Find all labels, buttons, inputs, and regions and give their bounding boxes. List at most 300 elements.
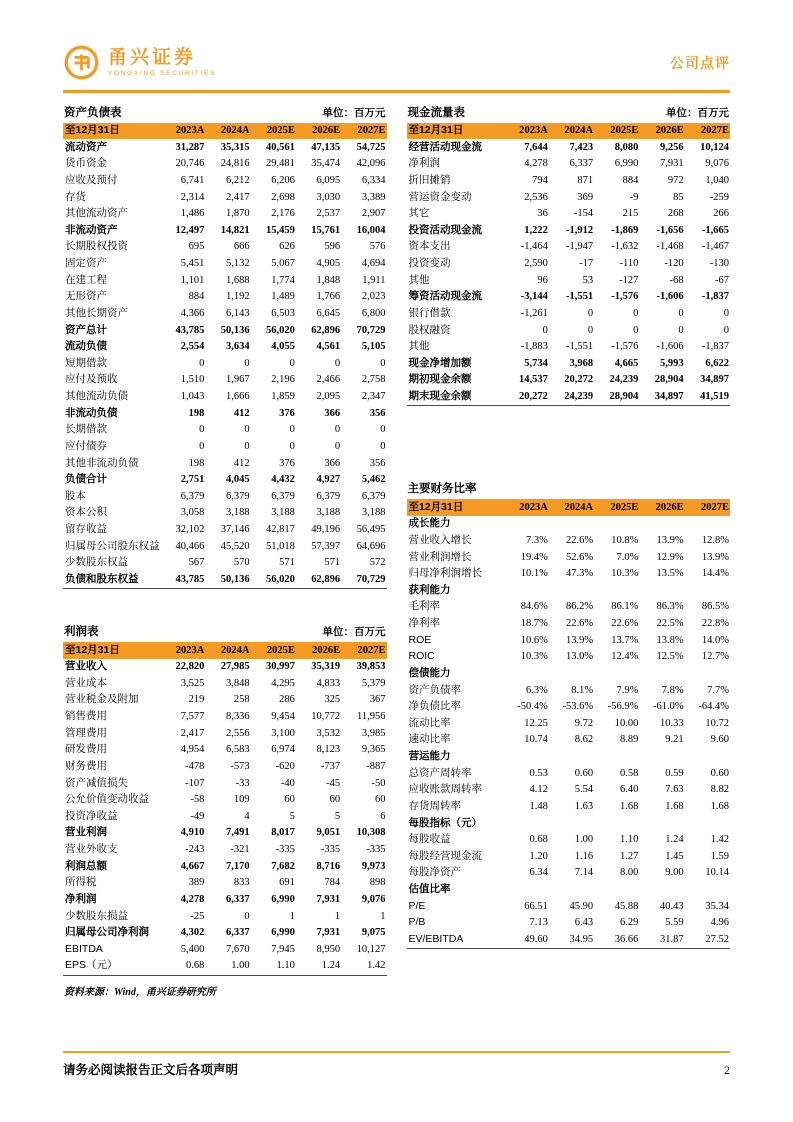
cell-value: 666 [233, 241, 250, 253]
cell-value: 86.1% [611, 601, 639, 613]
cell-value: 1.24 [665, 834, 684, 846]
cell-value: 3,188 [316, 507, 341, 519]
cell-value: 27,985 [220, 661, 250, 673]
cell-value: 6,990 [271, 927, 295, 939]
cell-value: 8,716 [316, 860, 341, 872]
table-row [407, 931, 731, 948]
cell-value: 0 [289, 424, 295, 436]
cell-value: 366 [324, 457, 341, 469]
cell-value: 4,432 [271, 474, 295, 486]
cell-value: 2,590 [524, 258, 548, 270]
cell-value: 51,018 [266, 540, 295, 552]
cell-value: 5.54 [574, 784, 594, 796]
table-row [63, 189, 387, 206]
table-row [407, 172, 731, 189]
cell-value: 24,816 [220, 158, 250, 170]
cell-value: 28,904 [609, 391, 639, 403]
table-row [63, 272, 387, 289]
header-divider [63, 90, 730, 93]
row-label: 留存收益 [65, 523, 107, 536]
cell-value: 9.00 [665, 867, 684, 879]
cell-value: 1,510 [180, 374, 205, 386]
table-row [63, 389, 387, 406]
cell-value: 34.95 [569, 933, 594, 945]
cell-value: 6,337 [225, 927, 250, 939]
cell-value: 47.3% [565, 568, 594, 580]
table-row [63, 925, 387, 942]
table-row [63, 322, 387, 339]
cell-value: -127 [619, 274, 639, 286]
cell-value: 626 [279, 241, 295, 253]
row-label: 营运资金变动 [408, 190, 472, 203]
cell-value: 13.7% [611, 634, 639, 646]
table-unit-label: 单位：百万元 [322, 626, 386, 638]
cell-value: 2,023 [361, 291, 386, 303]
column-header: 2027E [357, 644, 386, 656]
table-title-row [63, 621, 387, 642]
cell-value: 4,561 [316, 341, 341, 353]
column-header: 至12月31日 [65, 124, 120, 137]
cell-value: 2,417 [225, 191, 250, 203]
table-row [63, 571, 387, 588]
row-label: 少数股东权益 [65, 556, 128, 569]
cell-value: 35.34 [705, 900, 729, 912]
row-label: 营业税金及附加 [65, 693, 139, 706]
table-row [63, 488, 387, 505]
table-row [407, 865, 731, 882]
cell-value: 2,907 [361, 208, 386, 220]
row-label: 负债和股东权益 [65, 572, 139, 585]
cell-value [639, 749, 684, 766]
row-label: 投资净收益 [65, 809, 118, 822]
row-label: 归母净利润增长 [408, 567, 482, 580]
row-label: 负债合计 [65, 473, 107, 486]
table-row [407, 765, 731, 782]
cell-value: 0 [380, 357, 386, 369]
table-row [63, 725, 387, 742]
cell-value: 3,188 [271, 507, 295, 519]
cell-value: 53 [582, 274, 594, 286]
cell-value: 12.5% [656, 651, 684, 663]
cell-value: -243 [185, 844, 205, 856]
brand [63, 44, 216, 81]
cell-value: 6,622 [705, 357, 729, 369]
cell-value: -1,837 [701, 291, 729, 303]
cell-value: 1.16 [574, 850, 594, 862]
cell-value [639, 516, 684, 533]
cell-value: 1,040 [705, 174, 729, 186]
cell-value: 6,095 [316, 174, 341, 186]
column-header: 2024A [564, 501, 594, 513]
cell-value: 4.12 [529, 784, 548, 796]
cell-value: 31.87 [660, 933, 684, 945]
table-row [63, 239, 387, 256]
cell-value: -887 [366, 760, 386, 772]
cell-value: 6,974 [271, 744, 295, 756]
table-row [407, 305, 731, 322]
cell-value: 7,491 [225, 827, 250, 839]
cell-value: 356 [369, 407, 386, 419]
cell-value: 34,897 [700, 374, 729, 386]
table-unit-label: 单位：百万元 [322, 106, 386, 119]
cell-value: 49,196 [311, 524, 341, 536]
right-column [407, 102, 731, 998]
row-label: 少数股东损益 [65, 909, 128, 922]
cell-value: 1.20 [529, 850, 548, 862]
column-header: 2026E [312, 125, 341, 137]
brand-name: 甬兴证券 [108, 47, 197, 69]
cell-value: 367 [369, 694, 386, 706]
cell-value: -1,551 [565, 341, 594, 353]
cell-value: 30,997 [266, 661, 295, 673]
cell-value: 2,095 [316, 391, 341, 403]
cell-value: 27.52 [705, 933, 729, 945]
cell-value: 60 [329, 794, 341, 806]
content-columns [63, 102, 730, 998]
cell-value: 3,058 [180, 507, 205, 519]
section-header-row [407, 749, 731, 766]
cell-value: 8,950 [316, 943, 341, 955]
cell-value: 0 [723, 324, 729, 336]
cell-value: 57,397 [311, 540, 341, 552]
cell-value: 50,136 [220, 573, 250, 585]
table-row [63, 659, 387, 676]
cell-value: 36 [537, 208, 548, 220]
ratios-section [407, 478, 731, 949]
table-row [63, 792, 387, 809]
column-header: 2024A [564, 125, 594, 137]
column-header: 至12月31日 [408, 124, 464, 137]
cell-value: 8.62 [574, 734, 594, 746]
row-label: 固定资产 [65, 257, 107, 270]
cell-value [504, 665, 549, 682]
cell-value: 40,561 [266, 141, 295, 153]
cell-value: 9.72 [574, 717, 594, 729]
cell-value: 5,105 [361, 341, 386, 353]
row-label: P/E [408, 899, 426, 912]
table-row [407, 715, 731, 732]
cell-value: -1,468 [656, 241, 684, 253]
cell-value: 8,123 [316, 744, 341, 756]
cell-value: -1,576 [611, 291, 639, 303]
cell-value: 14,821 [220, 224, 250, 236]
cell-value: 41,519 [700, 391, 729, 403]
cell-value: 5,993 [660, 357, 684, 369]
footer-divider [63, 1051, 730, 1053]
cell-value: 10.3% [520, 651, 548, 663]
cell-value: 0 [334, 440, 341, 452]
cell-value: 366 [324, 407, 341, 419]
row-label: 在建工程 [65, 273, 107, 286]
cell-value: -61.0% [653, 701, 684, 713]
cell-value: -1,576 [611, 341, 639, 353]
cell-value: 0 [244, 357, 250, 369]
cell-value: 215 [622, 208, 639, 220]
brand-text [108, 48, 216, 77]
table-row [407, 732, 731, 749]
cell-value: 571 [279, 557, 295, 569]
row-label: 流动比率 [408, 716, 451, 729]
cell-value: 7.8% [661, 684, 684, 696]
cell-value [549, 582, 594, 599]
cell-value: 1,222 [524, 224, 548, 236]
source-note: 资料来源：Wind，甬兴证券研究所 [64, 986, 216, 998]
cell-value: 0 [334, 357, 341, 369]
cell-value: -50.4% [517, 701, 548, 713]
cell-value: 266 [713, 208, 729, 220]
cell-value: 56,020 [266, 324, 295, 336]
cell-value: 6,379 [271, 490, 295, 502]
cell-value: 20,746 [175, 158, 205, 170]
row-label: 营业利润增长 [408, 550, 472, 563]
row-label: 速动比率 [408, 733, 451, 746]
cell-value: 6,337 [225, 893, 250, 905]
cell-value: 24,239 [564, 391, 594, 403]
cell-value: 0 [542, 324, 548, 336]
cell-value: -40 [280, 777, 295, 789]
cell-value: 36.66 [614, 933, 639, 945]
table-row [63, 742, 387, 759]
table-row [63, 505, 387, 522]
table-row [407, 599, 731, 616]
cell-value [594, 749, 639, 766]
cell-value: 10.74 [524, 734, 548, 746]
cell-value: 884 [622, 174, 639, 186]
cell-value: 5,067 [271, 258, 295, 270]
cell-value: -1,467 [701, 241, 729, 253]
cell-value: 47,135 [311, 141, 341, 153]
cell-value: 22.8% [701, 618, 729, 630]
cell-value: -130 [709, 258, 729, 270]
table-row [407, 915, 731, 932]
cell-value: -321 [230, 844, 250, 856]
cell-value: -50 [371, 777, 386, 789]
section-header-row [407, 815, 731, 832]
cell-value: 86.3% [656, 601, 684, 613]
cell-value: 6,741 [180, 174, 205, 186]
cell-value: 2,314 [180, 191, 205, 203]
column-header: 2027E [700, 501, 729, 513]
cell-value: 2,466 [316, 374, 341, 386]
cell-value: -17 [579, 258, 594, 270]
row-label: 其他 [408, 273, 430, 286]
row-label: 短期借款 [65, 356, 107, 369]
row-label: 长期借款 [65, 423, 107, 436]
cell-value: 1 [334, 910, 341, 922]
ratios-table [407, 499, 731, 949]
table-row [63, 522, 387, 539]
table-header-row [63, 123, 387, 140]
cell-value: 7,577 [180, 711, 205, 723]
row-label: 无形资产 [65, 290, 107, 303]
cell-value [685, 815, 730, 832]
cell-value: 0 [380, 424, 386, 436]
cell-value: 40,466 [175, 540, 205, 552]
cell-value: 0 [633, 324, 639, 336]
cell-value: 10,127 [356, 943, 386, 955]
table-header-row [63, 642, 387, 659]
row-label: 归属母公司股东权益 [65, 539, 160, 552]
cell-value: 596 [324, 241, 341, 253]
cell-value: 13.9% [701, 551, 729, 563]
cell-value: 6,583 [225, 744, 250, 756]
cell-value: 1.68 [710, 800, 729, 812]
cell-value: 6.40 [620, 784, 639, 796]
cell-value: 0 [633, 307, 639, 319]
cell-value: 3,985 [361, 727, 386, 739]
row-label: 资产减值损失 [65, 776, 128, 789]
section-header-row [407, 665, 731, 682]
cell-value: 6.3% [525, 684, 548, 696]
section-header-row [407, 516, 731, 533]
table-row [407, 289, 731, 306]
table-row [407, 355, 731, 372]
row-label: ROE [408, 633, 432, 646]
cell-value: -1,632 [611, 241, 639, 253]
cell-value: -154 [573, 208, 594, 220]
row-label: 其他流动资产 [65, 207, 128, 220]
cell-value: 12.7% [701, 651, 729, 663]
report-type-label: 公司点评 [670, 54, 730, 71]
cell-value [504, 749, 549, 766]
cell-value [685, 665, 730, 682]
table-row [407, 898, 731, 915]
cell-value: 3,634 [225, 341, 250, 353]
cell-value: 3,525 [180, 677, 205, 689]
cell-value: -1,606 [656, 341, 684, 353]
column-header: 2026E [655, 501, 684, 513]
brand-subtitle: YONGXING SECURITIES [108, 69, 217, 77]
cell-value: 42,817 [266, 524, 295, 536]
cell-value: 1.27 [620, 850, 639, 862]
cell-value: 0 [199, 357, 205, 369]
cell-value [549, 516, 594, 533]
column-header: 2024A [221, 644, 250, 656]
cell-value: -56.9% [607, 701, 639, 713]
cell-value: 50,136 [220, 324, 250, 336]
row-label: 营业成本 [65, 676, 107, 689]
cell-value: 60 [284, 794, 295, 806]
cell-value: 28,904 [654, 374, 684, 386]
row-label: P/B [408, 916, 426, 929]
cell-value: 7,931 [660, 158, 684, 170]
cell-value: 54,725 [356, 141, 386, 153]
table-row [407, 566, 731, 583]
row-label: 成长能力 [408, 517, 451, 530]
cell-value: 5,379 [361, 677, 386, 689]
table-row [63, 405, 387, 422]
cell-value: 13.5% [656, 568, 684, 580]
cell-value: 5 [289, 810, 295, 822]
cell-value: 1,489 [271, 291, 295, 303]
cell-value: 691 [279, 877, 295, 889]
row-label: 研发费用 [65, 743, 107, 756]
cell-value: 1,774 [271, 274, 295, 286]
cell-value: 1,766 [316, 291, 341, 303]
table-row [63, 825, 387, 842]
cell-value: -1,883 [520, 341, 548, 353]
cell-value: 0 [334, 424, 341, 436]
cell-value: 9,076 [361, 893, 386, 905]
cell-value: -1,261 [520, 307, 548, 319]
cell-value: 2,537 [316, 208, 341, 220]
cell-value: 9,256 [660, 141, 684, 153]
cell-value: 19.4% [520, 551, 548, 563]
cell-value: -1,551 [565, 291, 594, 303]
cell-value: 6,143 [225, 307, 250, 319]
cell-value: -573 [230, 760, 250, 772]
cell-value: 31,287 [175, 141, 205, 153]
cell-value: 3,030 [316, 191, 341, 203]
cell-value: 356 [369, 457, 386, 469]
table-row [407, 222, 731, 239]
column-header: 2025E [266, 125, 295, 137]
row-label: 非流动资产 [65, 223, 118, 236]
table-title-row [407, 478, 731, 499]
table-row [407, 649, 731, 666]
row-label: 管理费用 [65, 726, 107, 739]
cell-value: 1,911 [362, 274, 386, 286]
cell-value: 1.63 [574, 800, 594, 812]
table-row [63, 709, 387, 726]
table-row [63, 206, 387, 223]
table-row [63, 858, 387, 875]
row-label: 期末现金余额 [408, 390, 472, 403]
table-row [63, 156, 387, 173]
cell-value: 0 [678, 307, 684, 319]
cell-value: 6,990 [271, 893, 295, 905]
table-row [63, 172, 387, 189]
cell-value: -53.6% [562, 701, 594, 713]
cell-value: -335 [275, 844, 295, 856]
table-row [407, 339, 731, 356]
cell-value [685, 749, 730, 766]
table-row [407, 632, 731, 649]
cell-value: 6,337 [569, 158, 594, 170]
table-row [63, 339, 387, 356]
cell-value: 5,451 [180, 258, 205, 270]
row-label: 资产总计 [65, 323, 107, 336]
cell-value: 0 [678, 324, 684, 336]
cell-value: 2,758 [361, 374, 386, 386]
row-label: 其它 [408, 207, 430, 220]
cell-value: 6,990 [614, 158, 639, 170]
cell-value: -64.4% [698, 701, 729, 713]
cell-value: 1.59 [710, 850, 729, 862]
cell-value: 0.59 [665, 767, 684, 779]
cell-value: 0 [289, 440, 295, 452]
table-row [63, 455, 387, 472]
cell-value: 3,188 [361, 507, 386, 519]
cell-value [639, 665, 684, 682]
table-row [63, 808, 387, 825]
table-row [407, 848, 731, 865]
cell-value: 0.60 [574, 767, 594, 779]
cell-value: 4,694 [361, 258, 386, 270]
income-statement-section [63, 621, 387, 976]
column-header: 2027E [700, 125, 729, 137]
table-header-row [407, 499, 731, 516]
cell-value: 45.90 [569, 900, 594, 912]
cell-value [549, 815, 594, 832]
cell-value: 198 [188, 457, 205, 469]
cell-value: 1.24 [321, 960, 341, 972]
cell-value: 4,278 [180, 893, 205, 905]
table-row [407, 139, 731, 156]
cell-value: 4,302 [180, 927, 205, 939]
cell-value: 109 [233, 794, 250, 806]
cell-value: 5,132 [225, 258, 250, 270]
